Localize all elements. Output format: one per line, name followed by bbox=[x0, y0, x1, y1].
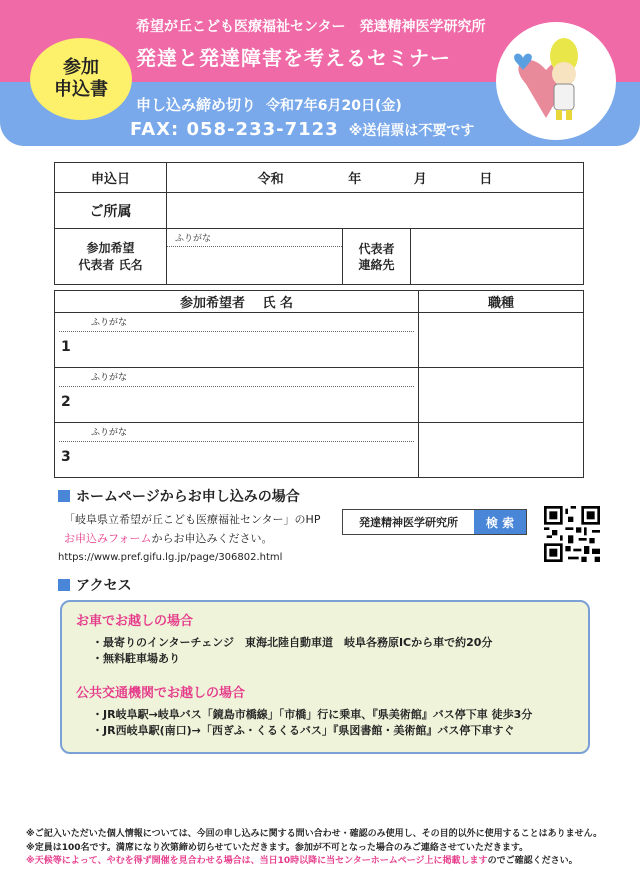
participant-name-field-3[interactable] bbox=[55, 423, 419, 478]
homepage-line-2-rest: からお申込みください。 bbox=[151, 532, 273, 545]
square-bullet-icon bbox=[58, 490, 70, 502]
contact-field[interactable] bbox=[411, 229, 584, 285]
badge-line-1: 参加 bbox=[63, 57, 99, 78]
fax-note: ※送信票は不要です bbox=[348, 123, 475, 139]
car-heading: お車でお越しの場合 bbox=[76, 614, 194, 629]
car-item-1: ・最寄りのインターチェンジ 東海北陸自動車道 岐阜各務原ICから車で約20分 bbox=[92, 636, 493, 649]
footer-note-1: ※ご記入いただいた個人情報については、今回の申し込みに関する問い合わせ・確認のみ使用し、その目的以外に使用することはありません。 bbox=[26, 829, 603, 839]
homepage-heading bbox=[58, 486, 300, 506]
date-field[interactable] bbox=[167, 163, 584, 193]
participant-name-field-1[interactable] bbox=[55, 313, 419, 368]
footer-note-3-rest: のでご確認ください。 bbox=[487, 856, 578, 866]
application-badge bbox=[30, 38, 132, 120]
fax-number bbox=[130, 119, 474, 140]
badge-line-2: 申込書 bbox=[54, 79, 108, 100]
rep-name-label bbox=[55, 229, 167, 285]
search-term[interactable]: 発達精神医学研究所 bbox=[359, 516, 458, 529]
transit-item-2: ・JR西岐阜駅(南口)→「西ぎふ・くるくるバス」『県図書館・美術館』バス停下車すぐ bbox=[92, 724, 515, 737]
homepage-line-1: 「岐阜県立希望が丘こども医療福祉センター」のHP bbox=[64, 513, 321, 526]
participant-number-1: 1 bbox=[61, 339, 71, 355]
participant-furigana-1: ふりがな bbox=[91, 318, 128, 328]
homepage-url[interactable]: https://www.pref.gifu.lg.jp/page/306802.html bbox=[58, 552, 283, 563]
access-heading bbox=[58, 575, 132, 595]
affiliation-field[interactable] bbox=[167, 193, 584, 229]
transit-item-1: ・JR岐阜駅→岐阜バス「鏡島市橋線」「市橋」行に乗車、『県美術館』バス停下車 徒歩3分 bbox=[92, 708, 533, 721]
participant-number-2: 2 bbox=[61, 394, 71, 410]
rep-furigana: ふりがな bbox=[167, 229, 342, 247]
homepage-line-2 bbox=[64, 530, 272, 546]
participants-table bbox=[54, 290, 584, 478]
date-era: 令和 bbox=[257, 172, 284, 187]
rep-label-2: 代表者 氏名 bbox=[78, 257, 143, 272]
rep-name-field[interactable] bbox=[167, 229, 343, 285]
affiliation-label: ご所属 bbox=[55, 193, 167, 229]
footer-note-3-warning: ※天候等によって、やむを得ず開催を見合わせる場合は、当日10時以降に当センターホームページ上に掲載します bbox=[26, 856, 488, 866]
search-button[interactable]: 検 索 bbox=[474, 510, 526, 534]
footer-note-2: ※定員は100名です。満席になり次第締め切らせていただきます。参加が不可となった場合のみご連絡させていただきます。 bbox=[26, 843, 529, 853]
transit-heading: 公共交通機関でお越しの場合 bbox=[76, 686, 246, 701]
application-form-link[interactable]: お申込みフォーム bbox=[64, 532, 152, 545]
furigana-divider bbox=[59, 386, 414, 387]
square-bullet-icon bbox=[58, 579, 70, 591]
furigana-divider bbox=[59, 331, 414, 332]
furigana-divider bbox=[59, 441, 414, 442]
organization-name: 希望が丘こども医療福祉センター 発達精神医学研究所 bbox=[136, 19, 486, 35]
homepage-heading-text: ホームページからお申し込みの場合 bbox=[76, 489, 300, 505]
access-box bbox=[60, 600, 590, 754]
date-day: 日 bbox=[479, 172, 493, 187]
mascot-illustration bbox=[496, 22, 616, 140]
participant-furigana-3: ふりがな bbox=[91, 428, 128, 438]
deadline bbox=[136, 94, 402, 115]
date-month: 月 bbox=[413, 172, 427, 187]
rep-label-1: 参加希望 bbox=[86, 240, 135, 255]
contact-label bbox=[343, 229, 411, 285]
job-header: 職種 bbox=[419, 291, 584, 313]
car-item-2: ・無料駐車場あり bbox=[92, 652, 180, 665]
deadline-date: 令和7年6月20日(金) bbox=[266, 98, 402, 114]
contact-label-1: 代表者 bbox=[358, 241, 395, 256]
fax-label: FAX: 058-233-7123 bbox=[130, 119, 339, 140]
date-year: 年 bbox=[348, 172, 362, 187]
applicant-table bbox=[54, 162, 584, 285]
qr-code-icon[interactable] bbox=[544, 506, 600, 562]
participant-furigana-2: ふりがな bbox=[91, 373, 128, 383]
contact-label-2: 連絡先 bbox=[358, 257, 395, 272]
job-field-2[interactable] bbox=[419, 368, 584, 423]
participant-name-field-2[interactable] bbox=[55, 368, 419, 423]
footer-note-3 bbox=[26, 853, 578, 866]
job-field-3[interactable] bbox=[419, 423, 584, 478]
seminar-title: 発達と発達障害を考えるセミナー bbox=[136, 46, 451, 70]
job-field-1[interactable] bbox=[419, 313, 584, 368]
search-box[interactable] bbox=[342, 509, 527, 535]
access-heading-text: アクセス bbox=[76, 578, 132, 594]
deadline-label: 申し込み締め切り bbox=[136, 96, 257, 114]
mascot-icon bbox=[496, 22, 616, 140]
participant-number-3: 3 bbox=[61, 449, 71, 465]
date-label: 申込日 bbox=[55, 163, 167, 193]
participant-name-header: 参加希望者 氏 名 bbox=[55, 291, 419, 313]
